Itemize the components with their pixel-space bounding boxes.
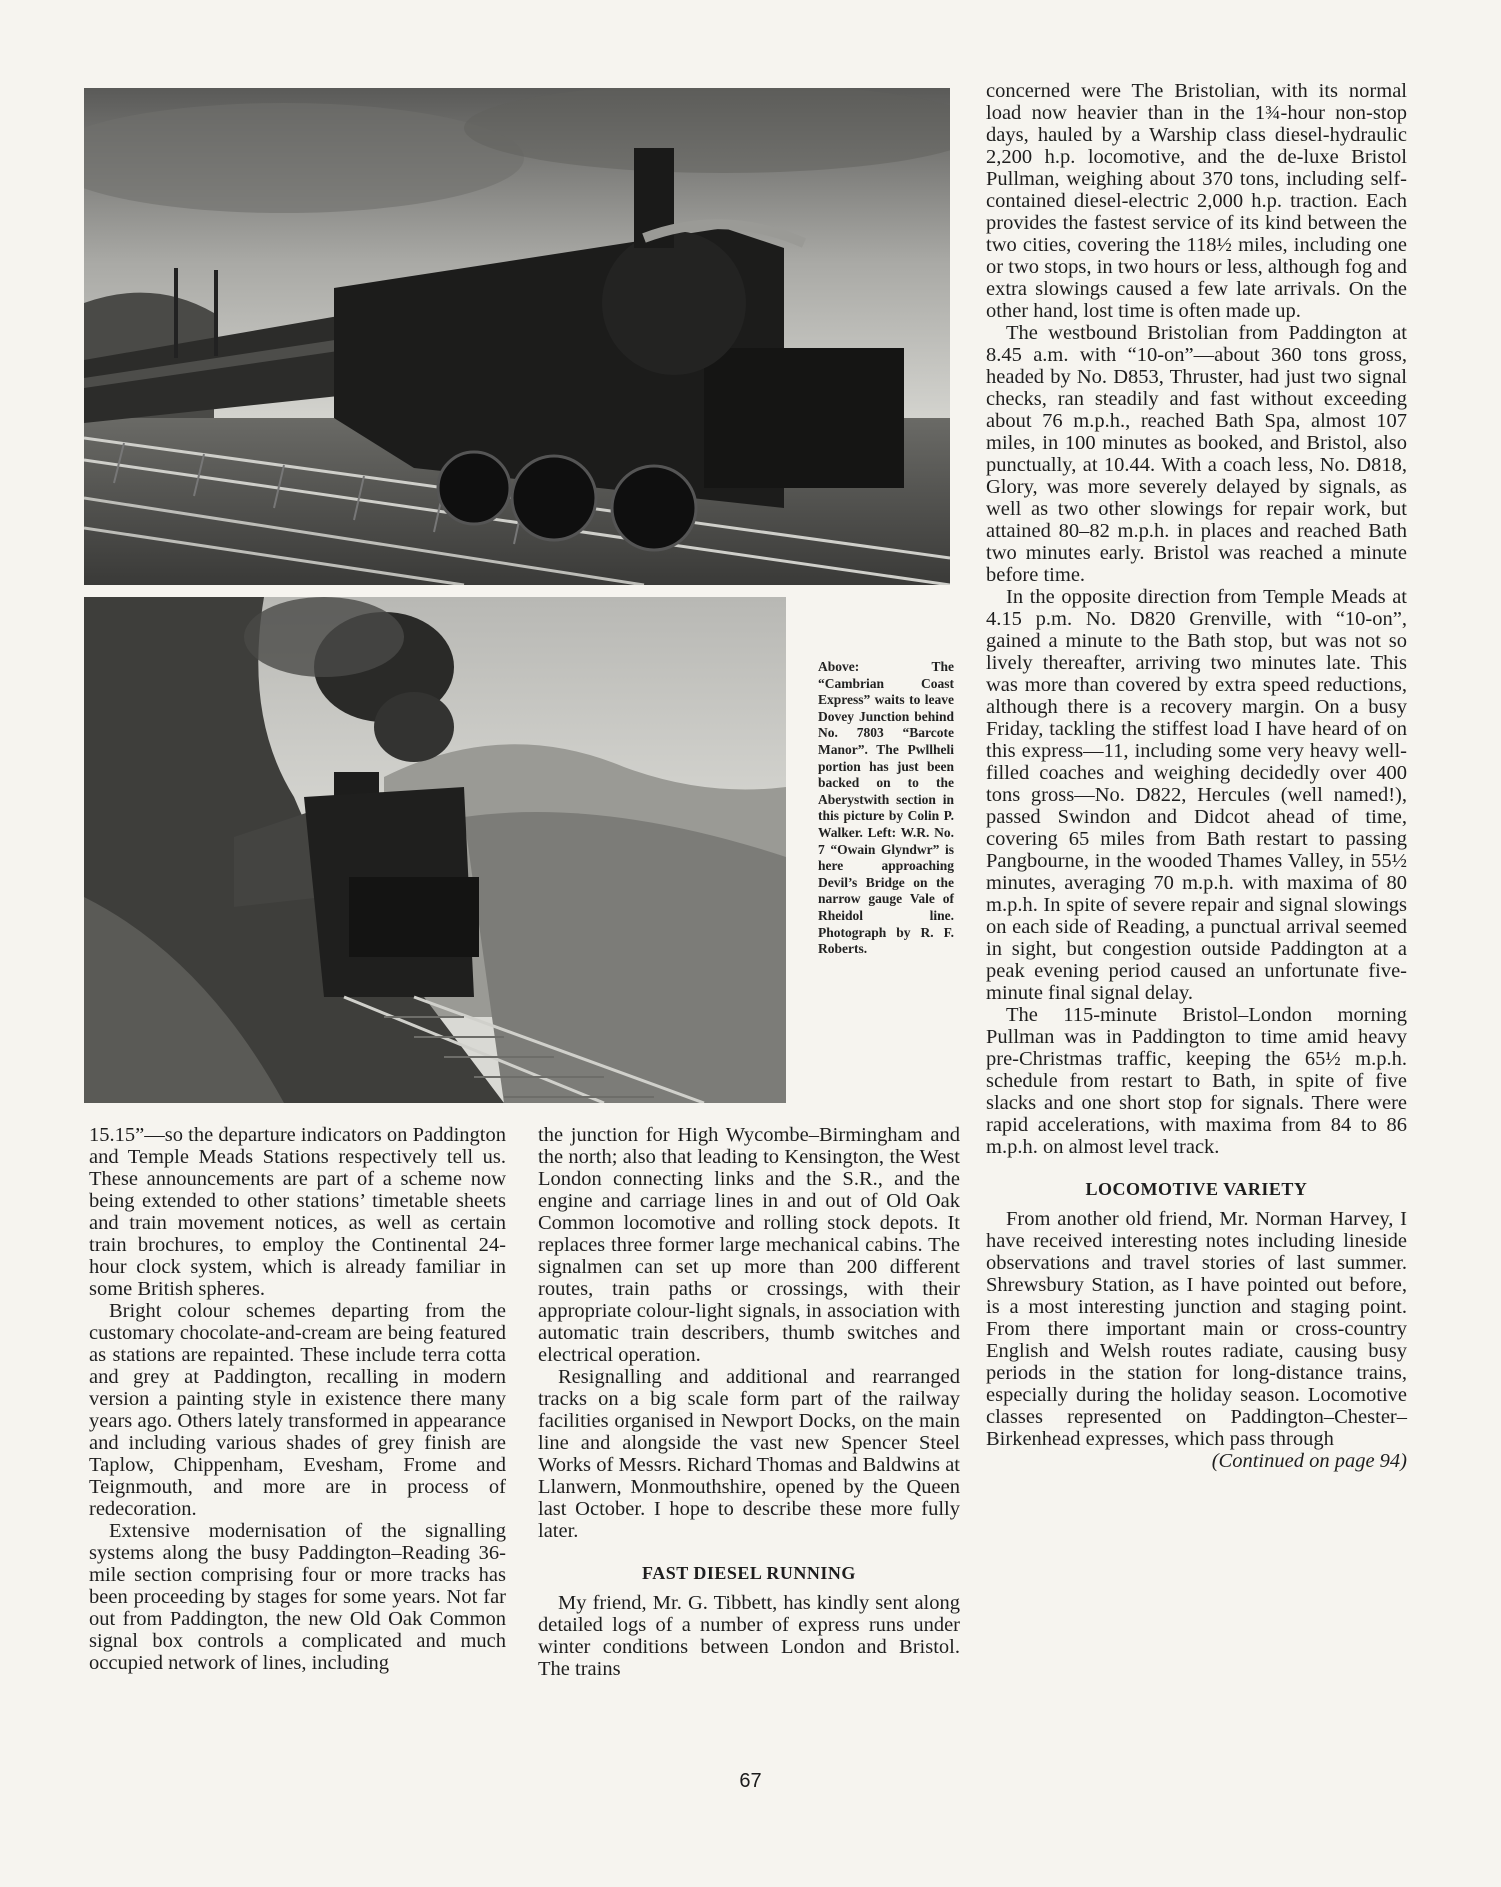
locomotive-photo-illustration xyxy=(84,88,950,585)
paragraph: Resignalling and additional and rearranged tracks on a big scale form part of the railway facilities organised in Newport Docks, on the main line and alongside the vast new Spencer Steel Works of Messrs. Richard Thomas and Baldwins at Llanwern, Monmouthshire, opened by the Queen last October. I hope to describe these more fully later. xyxy=(538,1366,960,1542)
text-column-left xyxy=(89,1124,506,1674)
photo-cambrian-coast-express xyxy=(84,88,950,585)
paragraph: Extensive modernisation of the signalling systems along the busy Paddington–Reading 36-mile section comprising four or more tracks has been proceeding by stages for some years. Not far out from Paddington, the new Old Oak Common signal box controls a complicated and much occupied network of lines, including xyxy=(89,1520,506,1674)
photo-owain-glyndwr xyxy=(84,597,786,1103)
paragraph: The westbound Bristolian from Paddington at 8.45 a.m. with “10-on”—about 360 tons gross, headed by No. D853, Thruster, had just two signal checks, ran steadily and fast without exceeding about 76 m.p.h., reached Bath Spa, almost 107 miles, in 100 minutes as booked, and Bristol, also punctually, at 10.44. With a coach less, No. D818, Glory, was more severely delayed by signals, as well as two other slowings for repair work, but attained 80–82 m.p.h. in places and reached Bath two minutes early. Bristol was reached a minute before time. xyxy=(986,322,1407,586)
paragraph: the junction for High Wycombe–Birmingham and the north; also that leading to Kensington, the West London connecting links and the S.R., and the engine and carriage lines in and out of Old Oak Common locomotive and rolling stock depots. It replaces three former large mechanical cabins. The signalmen can set up more than 200 different routes, train paths or crossings, with their appropriate colour-light signals, in association with automatic train describers, thumb switches and electrical operation. xyxy=(538,1124,960,1366)
paragraph: concerned were The Bristolian, with its normal load now heavier than in the 1¾-hour non-stop days, hauled by a Warship class diesel-hydraulic 2,200 h.p. locomotive, and the de-luxe Bristol Pullman, weighing about 370 tons, including self-contained diesel-electric 2,000 h.p. traction. Each provides the fastest service of its kind between the two cities, covering the 118½ miles, including one or two stops, in two hours or less, although fog and extra slowings caused a few late arrivals. On the other hand, lost time is often made up. xyxy=(986,80,1407,322)
paragraph: 15.15”—so the departure indicators on Paddington and Temple Meads Stations respectively tell us. These announcements are part of a scheme now being extended to other stations’ timetable sheets and train movement notices, as well as certain train brochures, to employ the Continental 24-hour clock system, which is already familiar in some British spheres. xyxy=(89,1124,506,1300)
paragraph: From another old friend, Mr. Norman Harvey, I have received interesting notes including lineside observations and travel stories of last summer. Shrewsbury Station, as I have pointed out before, is a most interesting junction and staging point. From there important main or cross-country English and Welsh routes radiate, causing busy periods in the station for long-distance trains, especially during the holiday season. Locomotive classes represented on Paddington–Chester–Birkenhead expresses, which pass through xyxy=(986,1208,1407,1450)
photo-caption: Above: The “Cambrian Coast Express” waits to leave Dovey Junction behind No. 7803 “Barcote Manor”. The Pwllheli portion has just been backed on to the Aberystwith section in this picture by Colin P. Walker. Left: W.R. No. 7 “Owain Glyndwr” is here approaching Devil’s Bridge on the narrow gauge Vale of Rheidol line. Photograph by R. F. Roberts. xyxy=(818,659,954,957)
narrow-gauge-photo-illustration xyxy=(84,597,786,1103)
continued-note: (Continued on page 94) xyxy=(1211,1450,1407,1472)
text-column-right xyxy=(986,80,1407,1472)
paragraph: In the opposite direction from Temple Meads at 4.15 p.m. No. D820 Grenville, with “10-on”, gained a minute to the Bath stop, but was not so lively thereafter, arriving two minutes late. This was more than covered by extra speed reductions, although there is a recovery margin. On a busy Friday, tackling the stiffest load I have heard of on this express—11, including some very heavy well-filled coaches and weighing decidedly over 400 tons gross—No. D822, Hercules (well named!), passed Swindon and Didcot ahead of time, covering 65 miles from Bath restart to passing Pangbourne, in the wooded Thames Valley, in 55½ minutes, averaging 70 m.p.h. with maxima of 80 m.p.h. In spite of severe repair and signal slowings on each side of Reading, a punctual arrival seemed in sight, but congestion outside Paddington at a peak evening period caused an unfortunate five-minute final signal delay. xyxy=(986,586,1407,1004)
page-number: 67 xyxy=(739,1770,762,1792)
paragraph: The 115-minute Bristol–London morning Pullman was in Paddington to time amid heavy pre-Christmas traffic, keeping the 65½ m.p.h. schedule from restart to Bath, in spite of five slacks and one short stop for signals. There were rapid accelerations, with maxima from 84 to 86 m.p.h. on almost level track. xyxy=(986,1004,1407,1158)
paragraph: Bright colour schemes departing from the customary chocolate-and-cream are being featured as stations are repainted. These include terra cotta and grey at Paddington, recalling in modern version a painting style in existence there many years ago. Others lately transformed in appearance and including various shades of grey finish are Taplow, Chippenham, Evesham, Frome and Teignmouth, and more are in process of redecoration. xyxy=(89,1300,506,1520)
text-column-middle xyxy=(538,1124,960,1680)
section-heading: FAST DIESEL RUNNING xyxy=(642,1563,856,1583)
paragraph: My friend, Mr. G. Tibbett, has kindly sent along detailed logs of a number of express runs under winter conditions between London and Bristol. The trains xyxy=(538,1592,960,1680)
section-heading: LOCOMOTIVE VARIETY xyxy=(1085,1179,1308,1199)
